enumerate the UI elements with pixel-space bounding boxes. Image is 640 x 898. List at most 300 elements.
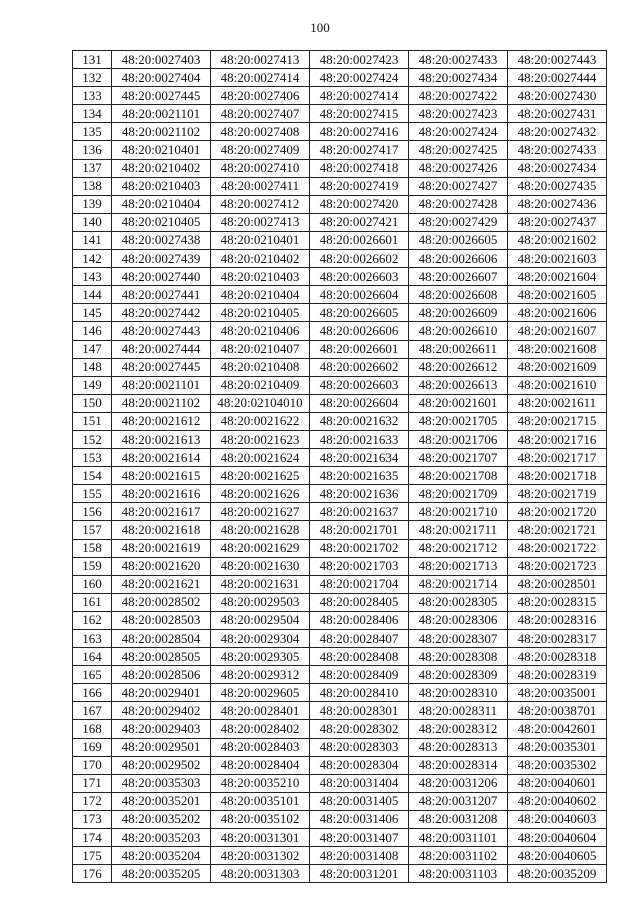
cadastral-number-cell: 48:20:0027406: [211, 87, 310, 105]
table-row: [73, 865, 607, 883]
table-row: [73, 847, 607, 865]
cadastral-number-cell: 48:20:0021608: [508, 340, 607, 358]
cadastral-number-cell: 48:20:0028312: [409, 720, 508, 738]
cadastral-number-cell: 48:20:0027420: [310, 195, 409, 213]
table-row: [73, 485, 607, 503]
cadastral-number-cell: 48:20:0021632: [310, 412, 409, 430]
cadastral-number-cell: 48:20:0021716: [508, 430, 607, 448]
cadastral-number-cell: 48:20:0027415: [310, 105, 409, 123]
cadastral-number-cell: 48:20:0027413: [211, 51, 310, 69]
table-row: [73, 394, 607, 412]
cadastral-number-cell: 48:20:0027443: [508, 51, 607, 69]
cadastral-number-cell: 48:20:0027440: [112, 268, 211, 286]
cadastral-number-cell: 48:20:0027435: [508, 177, 607, 195]
table-row: [73, 666, 607, 684]
cadastral-number-cell: 48:20:0027424: [310, 69, 409, 87]
cadastral-number-cell: 48:20:0038701: [508, 702, 607, 720]
cadastral-number-cell: 48:20:0021718: [508, 467, 607, 485]
cadastral-number-cell: 48:20:0028314: [409, 756, 508, 774]
cadastral-number-cell: 48:20:0026604: [310, 286, 409, 304]
cadastral-number-cell: 48:20:0026611: [409, 340, 508, 358]
row-number-cell: 144: [73, 286, 112, 304]
cadastral-number-cell: 48:20:0027437: [508, 213, 607, 231]
cadastral-number-cell: 48:20:0035202: [112, 810, 211, 828]
cadastral-number-cell: 48:20:0028505: [112, 648, 211, 666]
cadastral-number-cell: 48:20:0040604: [508, 829, 607, 847]
cadastral-number-cell: 48:20:0029402: [112, 702, 211, 720]
cadastral-number-cell: 48:20:0035203: [112, 829, 211, 847]
cadastral-number-cell: 48:20:0027434: [508, 159, 607, 177]
cadastral-number-cell: 48:20:0027413: [211, 213, 310, 231]
cadastral-number-cell: 48:20:0027444: [112, 340, 211, 358]
table-row: [73, 829, 607, 847]
cadastral-number-cell: 48:20:0021702: [310, 539, 409, 557]
cadastral-number-cell: 48:20:0031406: [310, 810, 409, 828]
cadastral-number-cell: 48:20:0027418: [310, 159, 409, 177]
table-row: [73, 376, 607, 394]
table-row: [73, 738, 607, 756]
cadastral-number-cell: 48:20:0027426: [409, 159, 508, 177]
cadastral-number-cell: 48:20:0021706: [409, 430, 508, 448]
cadastral-number-cell: 48:20:0028401: [211, 702, 310, 720]
cadastral-number-cell: 48:20:0021611: [508, 394, 607, 412]
cadastral-number-cell: 48:20:0021705: [409, 412, 508, 430]
cadastral-number-cell: 48:20:0021606: [508, 304, 607, 322]
cadastral-number-cell: 48:20:0026605: [409, 231, 508, 249]
cadastral-number-cell: 48:20:0029305: [211, 648, 310, 666]
cadastral-number-cell: 48:20:0021623: [211, 430, 310, 448]
cadastral-number-cell: 48:20:0210404: [211, 286, 310, 304]
cadastral-number-cell: 48:20:0026606: [310, 322, 409, 340]
cadastral-number-cell: 48:20:0027443: [112, 322, 211, 340]
cadastral-number-cell: 48:20:0031404: [310, 774, 409, 792]
cadastral-number-cell: 48:20:0021616: [112, 485, 211, 503]
table-row: [73, 213, 607, 231]
cadastral-number-cell: 48:20:0028406: [310, 611, 409, 629]
cadastral-number-cell: 48:20:0028501: [508, 575, 607, 593]
table-row: [73, 358, 607, 376]
cadastral-number-cell: 48:20:0021615: [112, 467, 211, 485]
row-number-cell: 175: [73, 847, 112, 865]
cadastral-number-cell: 48:20:0028310: [409, 684, 508, 702]
cadastral-number-cell: 48:20:0021709: [409, 485, 508, 503]
cadastral-number-cell: 48:20:0021613: [112, 430, 211, 448]
cadastral-number-cell: 48:20:0026603: [310, 376, 409, 394]
cadastral-number-cell: 48:20:0031207: [409, 792, 508, 810]
cadastral-number-cell: 48:20:0028407: [310, 630, 409, 648]
cadastral-number-cell: 48:20:0021617: [112, 503, 211, 521]
table-body: [73, 51, 607, 883]
cadastral-number-cell: 48:20:0028506: [112, 666, 211, 684]
cadastral-number-cell: 48:20:0021720: [508, 503, 607, 521]
row-number-cell: 165: [73, 666, 112, 684]
row-number-cell: 161: [73, 593, 112, 611]
cadastral-number-cell: 48:20:0021635: [310, 467, 409, 485]
cadastral-number-cell: 48:20:0035210: [211, 774, 310, 792]
cadastral-number-cell: 48:20:0021620: [112, 557, 211, 575]
cadastral-number-cell: 48:20:0026606: [409, 250, 508, 268]
cadastral-number-cell: 48:20:0028309: [409, 666, 508, 684]
cadastral-number-cell: 48:20:0027403: [112, 51, 211, 69]
cadastral-number-cell: 48:20:0021629: [211, 539, 310, 557]
cadastral-number-cell: 48:20:0028313: [409, 738, 508, 756]
cadastral-number-cell: 48:20:0021722: [508, 539, 607, 557]
table-row: [73, 159, 607, 177]
cadastral-number-cell: 48:20:0210401: [112, 141, 211, 159]
cadastral-number-cell: 48:20:0027423: [409, 105, 508, 123]
cadastral-number-cell: 48:20:0026603: [310, 268, 409, 286]
table-row: [73, 702, 607, 720]
row-number-cell: 135: [73, 123, 112, 141]
cadastral-number-cell: 48:20:0210403: [112, 177, 211, 195]
cadastral-number-cell: 48:20:0027404: [112, 69, 211, 87]
cadastral-number-cell: 48:20:0021626: [211, 485, 310, 503]
row-number-cell: 174: [73, 829, 112, 847]
cadastral-number-cell: 48:20:0031103: [409, 865, 508, 883]
cadastral-number-cell: 48:20:0021625: [211, 467, 310, 485]
cadastral-number-cell: 48:20:0026612: [409, 358, 508, 376]
cadastral-number-cell: 48:20:0028316: [508, 611, 607, 629]
cadastral-number-cell: 48:20:0021614: [112, 449, 211, 467]
row-number-cell: 136: [73, 141, 112, 159]
cadastral-number-cell: 48:20:0028305: [409, 593, 508, 611]
row-number-cell: 154: [73, 467, 112, 485]
cadastral-number-cell: 48:20:0031408: [310, 847, 409, 865]
cadastral-number-cell: 48:20:0029401: [112, 684, 211, 702]
row-number-cell: 138: [73, 177, 112, 195]
table-row: [73, 648, 607, 666]
cadastral-number-cell: 48:20:0021631: [211, 575, 310, 593]
row-number-cell: 162: [73, 611, 112, 629]
table-row: [73, 412, 607, 430]
cadastral-number-cell: 48:20:0210402: [211, 250, 310, 268]
cadastral-number-cell: 48:20:0021711: [409, 521, 508, 539]
cadastral-number-cell: 48:20:0021619: [112, 539, 211, 557]
cadastral-number-cell: 48:20:0021637: [310, 503, 409, 521]
table-row: [73, 268, 607, 286]
table-row: [73, 286, 607, 304]
cadastral-number-cell: 48:20:0028301: [310, 702, 409, 720]
cadastral-number-cell: 48:20:0021719: [508, 485, 607, 503]
cadastral-number-cell: 48:20:0042601: [508, 720, 607, 738]
table-row: [73, 630, 607, 648]
cadastral-number-cell: 48:20:0028318: [508, 648, 607, 666]
cadastral-number-cell: 48:20:0029312: [211, 666, 310, 684]
row-number-cell: 151: [73, 412, 112, 430]
row-number-cell: 150: [73, 394, 112, 412]
cadastral-number-cell: 48:20:0027427: [409, 177, 508, 195]
row-number-cell: 145: [73, 304, 112, 322]
cadastral-number-cell: 48:20:0021102: [112, 394, 211, 412]
cadastral-number-cell: 48:20:0035303: [112, 774, 211, 792]
row-number-cell: 163: [73, 630, 112, 648]
table-row: [73, 177, 607, 195]
row-number-cell: 167: [73, 702, 112, 720]
cadastral-number-cell: 48:20:0028405: [310, 593, 409, 611]
cadastral-number-cell: 48:20:0026602: [310, 250, 409, 268]
cadastral-number-cell: 48:20:0027414: [310, 87, 409, 105]
cadastral-number-cell: 48:20:0027424: [409, 123, 508, 141]
cadastral-number-cell: 48:20:0026605: [310, 304, 409, 322]
cadastral-number-cell: 48:20:0021622: [211, 412, 310, 430]
cadastral-numbers-table: [72, 50, 607, 883]
row-number-cell: 133: [73, 87, 112, 105]
row-number-cell: 164: [73, 648, 112, 666]
cadastral-number-cell: 48:20:0027409: [211, 141, 310, 159]
cadastral-number-cell: 48:20:0026609: [409, 304, 508, 322]
cadastral-number-cell: 48:20:0026604: [310, 394, 409, 412]
cadastral-number-cell: 48:20:0031208: [409, 810, 508, 828]
cadastral-number-cell: 48:20:0021703: [310, 557, 409, 575]
cadastral-number-cell: 48:20:0027425: [409, 141, 508, 159]
cadastral-number-cell: 48:20:0031101: [409, 829, 508, 847]
table-row: [73, 141, 607, 159]
cadastral-number-cell: 48:20:0027442: [112, 304, 211, 322]
cadastral-number-cell: 48:20:0028319: [508, 666, 607, 684]
cadastral-number-cell: 48:20:0021701: [310, 521, 409, 539]
cadastral-number-cell: 48:20:0027432: [508, 123, 607, 141]
cadastral-number-cell: 48:20:0021605: [508, 286, 607, 304]
cadastral-number-cell: 48:20:0021630: [211, 557, 310, 575]
cadastral-number-cell: 48:20:0027421: [310, 213, 409, 231]
cadastral-number-cell: 48:20:0028308: [409, 648, 508, 666]
cadastral-number-cell: 48:20:0021633: [310, 430, 409, 448]
table-row: [73, 105, 607, 123]
cadastral-number-cell: 48:20:0021713: [409, 557, 508, 575]
cadastral-number-cell: 48:20:0021714: [409, 575, 508, 593]
cadastral-number-cell: 48:20:0210409: [211, 376, 310, 394]
cadastral-number-cell: 48:20:0021602: [508, 231, 607, 249]
cadastral-number-cell: 48:20:0031302: [211, 847, 310, 865]
row-number-cell: 170: [73, 756, 112, 774]
cadastral-number-cell: 48:20:0028307: [409, 630, 508, 648]
row-number-cell: 173: [73, 810, 112, 828]
cadastral-number-cell: 48:20:0028502: [112, 593, 211, 611]
row-number-cell: 166: [73, 684, 112, 702]
cadastral-number-cell: 48:20:0021618: [112, 521, 211, 539]
cadastral-number-cell: 48:20:0028403: [211, 738, 310, 756]
page-number: 100: [310, 20, 330, 35]
cadastral-number-cell: 48:20:0027422: [409, 87, 508, 105]
table-row: [73, 810, 607, 828]
row-number-cell: 132: [73, 69, 112, 87]
cadastral-number-cell: 48:20:0027433: [409, 51, 508, 69]
cadastral-number-cell: 48:20:0027408: [211, 123, 310, 141]
table-row: [73, 611, 607, 629]
cadastral-number-cell: 48:20:0029503: [211, 593, 310, 611]
cadastral-number-cell: 48:20:0027434: [409, 69, 508, 87]
table-row: [73, 684, 607, 702]
cadastral-number-cell: 48:20:0021609: [508, 358, 607, 376]
cadastral-number-cell: 48:20:0026601: [310, 340, 409, 358]
cadastral-number-cell: 48:20:0028409: [310, 666, 409, 684]
cadastral-number-cell: 48:20:0031405: [310, 792, 409, 810]
cadastral-number-cell: 48:20:0021610: [508, 376, 607, 394]
row-number-cell: 176: [73, 865, 112, 883]
row-number-cell: 140: [73, 213, 112, 231]
row-number-cell: 143: [73, 268, 112, 286]
row-number-cell: 147: [73, 340, 112, 358]
cadastral-number-cell: 48:20:0031301: [211, 829, 310, 847]
row-number-cell: 139: [73, 195, 112, 213]
cadastral-number-cell: 48:20:0027431: [508, 105, 607, 123]
cadastral-number-cell: 48:20:0029501: [112, 738, 211, 756]
row-number-cell: 141: [73, 231, 112, 249]
cadastral-number-cell: 48:20:0027444: [508, 69, 607, 87]
cadastral-number-cell: 48:20:0027416: [310, 123, 409, 141]
cadastral-number-cell: 48:20:0027411: [211, 177, 310, 195]
table-row: [73, 756, 607, 774]
cadastral-number-cell: 48:20:0029504: [211, 611, 310, 629]
cadastral-number-cell: 48:20:0027419: [310, 177, 409, 195]
cadastral-number-cell: 48:20:0028410: [310, 684, 409, 702]
cadastral-number-cell: 48:20:0021607: [508, 322, 607, 340]
table-row: [73, 575, 607, 593]
table-row: [73, 720, 607, 738]
cadastral-number-cell: 48:20:0210401: [211, 231, 310, 249]
cadastral-number-cell: 48:20:0026602: [310, 358, 409, 376]
row-number-cell: 155: [73, 485, 112, 503]
cadastral-number-cell: 48:20:0210405: [211, 304, 310, 322]
cadastral-number-cell: 48:20:0021721: [508, 521, 607, 539]
row-number-cell: 146: [73, 322, 112, 340]
row-number-cell: 134: [73, 105, 112, 123]
cadastral-number-cell: 48:20:0027445: [112, 87, 211, 105]
cadastral-number-cell: 48:20:0026613: [409, 376, 508, 394]
table-row: [73, 231, 607, 249]
table-row: [73, 195, 607, 213]
row-number-cell: 137: [73, 159, 112, 177]
cadastral-number-cell: 48:20:0029605: [211, 684, 310, 702]
cadastral-number-cell: 48:20:0026601: [310, 231, 409, 249]
table-row: [73, 340, 607, 358]
cadastral-number-cell: 48:20:0021601: [409, 394, 508, 412]
cadastral-number-cell: 48:20:0210404: [112, 195, 211, 213]
table-row: [73, 123, 607, 141]
table-row: [73, 467, 607, 485]
cadastral-number-cell: 48:20:0028504: [112, 630, 211, 648]
cadastral-number-cell: 48:20:0021624: [211, 449, 310, 467]
cadastral-number-cell: 48:20:0040601: [508, 774, 607, 792]
cadastral-number-cell: 48:20:0031201: [310, 865, 409, 883]
cadastral-number-cell: 48:20:0021634: [310, 449, 409, 467]
cadastral-number-cell: 48:20:0028304: [310, 756, 409, 774]
cadastral-number-cell: 48:20:0021627: [211, 503, 310, 521]
cadastral-number-cell: 48:20:0027410: [211, 159, 310, 177]
cadastral-number-cell: 48:20:0031102: [409, 847, 508, 865]
cadastral-number-cell: 48:20:0028302: [310, 720, 409, 738]
cadastral-number-cell: 48:20:0031303: [211, 865, 310, 883]
cadastral-number-cell: 48:20:0027423: [310, 51, 409, 69]
cadastral-number-cell: 48:20:0035001: [508, 684, 607, 702]
cadastral-number-cell: 48:20:0027433: [508, 141, 607, 159]
cadastral-number-cell: 48:20:0210402: [112, 159, 211, 177]
cadastral-number-cell: 48:20:0026607: [409, 268, 508, 286]
cadastral-number-cell: 48:20:0029502: [112, 756, 211, 774]
cadastral-number-cell: 48:20:0031407: [310, 829, 409, 847]
row-number-cell: 157: [73, 521, 112, 539]
cadastral-number-cell: 48:20:0028317: [508, 630, 607, 648]
row-number-cell: 149: [73, 376, 112, 394]
cadastral-number-cell: 48:20:0035201: [112, 792, 211, 810]
cadastral-number-cell: 48:20:0210407: [211, 340, 310, 358]
cadastral-number-cell: 48:20:0027439: [112, 250, 211, 268]
cadastral-number-cell: 48:20:0210403: [211, 268, 310, 286]
row-number-cell: 148: [73, 358, 112, 376]
cadastral-number-cell: 48:20:0035204: [112, 847, 211, 865]
cadastral-number-cell: 48:20:0031206: [409, 774, 508, 792]
cadastral-number-cell: 48:20:0026608: [409, 286, 508, 304]
cadastral-number-cell: 48:20:02104010: [211, 394, 310, 412]
cadastral-number-cell: 48:20:0021101: [112, 376, 211, 394]
cadastral-number-cell: 48:20:0035205: [112, 865, 211, 883]
row-number-cell: 152: [73, 430, 112, 448]
cadastral-number-cell: 48:20:0040603: [508, 810, 607, 828]
row-number-cell: 168: [73, 720, 112, 738]
row-number-cell: 169: [73, 738, 112, 756]
cadastral-number-cell: 48:20:0210405: [112, 213, 211, 231]
cadastral-number-cell: 48:20:0028303: [310, 738, 409, 756]
table-row: [73, 521, 607, 539]
cadastral-number-cell: 48:20:0210408: [211, 358, 310, 376]
cadastral-number-cell: 48:20:0028404: [211, 756, 310, 774]
cadastral-number-cell: 48:20:0028311: [409, 702, 508, 720]
row-number-cell: 131: [73, 51, 112, 69]
cadastral-number-cell: 48:20:0021628: [211, 521, 310, 539]
cadastral-number-cell: 48:20:0027428: [409, 195, 508, 213]
table-row: [73, 51, 607, 69]
cadastral-number-cell: 48:20:0027417: [310, 141, 409, 159]
cadastral-number-cell: 48:20:0027430: [508, 87, 607, 105]
cadastral-number-cell: 48:20:0035302: [508, 756, 607, 774]
cadastral-number-cell: 48:20:0029304: [211, 630, 310, 648]
cadastral-number-cell: 48:20:0035101: [211, 792, 310, 810]
row-number-cell: 142: [73, 250, 112, 268]
cadastral-number-cell: 48:20:0021612: [112, 412, 211, 430]
table-row: [73, 557, 607, 575]
table-row: [73, 503, 607, 521]
table-row: [73, 87, 607, 105]
cadastral-number-cell: 48:20:0035209: [508, 865, 607, 883]
cadastral-number-cell: 48:20:0027438: [112, 231, 211, 249]
cadastral-number-cell: 48:20:0027429: [409, 213, 508, 231]
cadastral-number-cell: 48:20:0035102: [211, 810, 310, 828]
table-row: [73, 69, 607, 87]
cadastral-number-cell: 48:20:0028306: [409, 611, 508, 629]
cadastral-number-cell: 48:20:0027412: [211, 195, 310, 213]
cadastral-number-cell: 48:20:0021715: [508, 412, 607, 430]
cadastral-number-cell: 48:20:0021707: [409, 449, 508, 467]
cadastral-number-cell: 48:20:0027436: [508, 195, 607, 213]
table-row: [73, 539, 607, 557]
cadastral-number-cell: 48:20:0027414: [211, 69, 310, 87]
cadastral-table-container: [72, 50, 607, 883]
table-row: [73, 322, 607, 340]
table-row: [73, 593, 607, 611]
table-row: [73, 250, 607, 268]
cadastral-number-cell: 48:20:0021621: [112, 575, 211, 593]
cadastral-number-cell: 48:20:0021710: [409, 503, 508, 521]
cadastral-number-cell: 48:20:0021717: [508, 449, 607, 467]
cadastral-number-cell: 48:20:0021708: [409, 467, 508, 485]
table-row: [73, 304, 607, 322]
cadastral-number-cell: 48:20:0035301: [508, 738, 607, 756]
cadastral-number-cell: 48:20:0021704: [310, 575, 409, 593]
table-row: [73, 792, 607, 810]
row-number-cell: 156: [73, 503, 112, 521]
table-row: [73, 449, 607, 467]
row-number-cell: 172: [73, 792, 112, 810]
